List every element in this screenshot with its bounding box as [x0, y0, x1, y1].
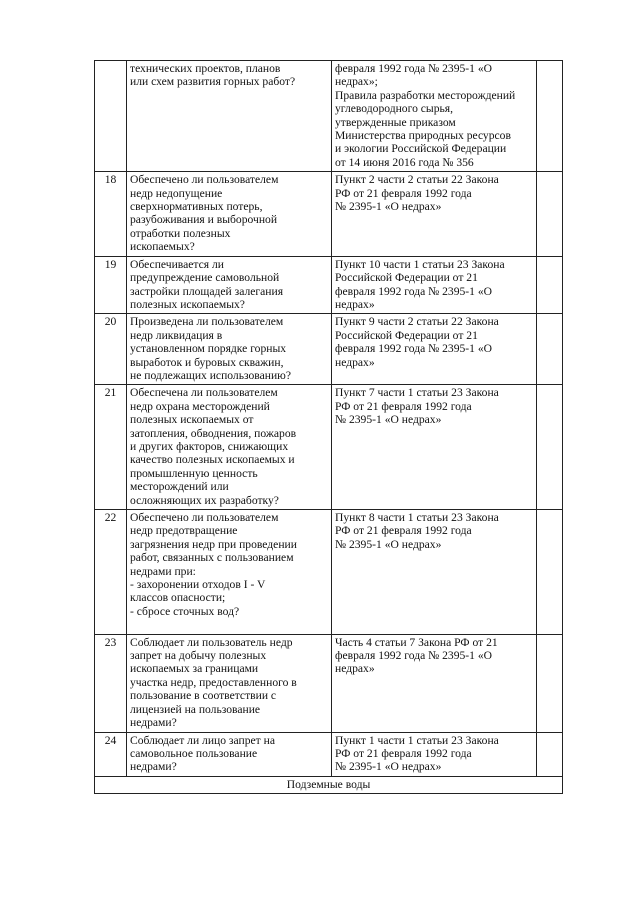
question-line: не подлежащих использованию?	[130, 368, 291, 382]
row-number	[95, 61, 127, 172]
question-line: Обеспечена ли пользователем	[130, 386, 278, 400]
question-line: отработки полезных	[130, 226, 231, 240]
question-line: классов опасности;	[130, 591, 226, 605]
section-title: Подземные воды	[95, 776, 563, 793]
question-line: полезных ископаемых?	[130, 297, 245, 311]
question-cell	[127, 172, 332, 256]
question-line: недрами при:	[130, 564, 196, 578]
question-line: участка недр, предоставленного в	[130, 675, 297, 689]
legal-basis-line: Пункт 2 части 2 статьи 22 Закона	[335, 173, 499, 187]
legal-basis-line: недрах»	[335, 355, 375, 369]
question-line: недрами?	[130, 716, 177, 730]
question-line: Соблюдает ли лицо запрет на	[130, 733, 275, 747]
legal-basis-cell	[332, 385, 537, 510]
question-line: Произведена ли пользователем	[130, 315, 284, 329]
legal-basis-line: Пункт 10 части 1 статьи 23 Закона	[335, 257, 505, 271]
question-line: недр ликвидация в	[130, 328, 223, 342]
legal-basis-cell	[332, 732, 537, 776]
question-line: самовольное пользование	[130, 746, 258, 760]
question-line: или схем развития горных работ?	[130, 75, 296, 89]
row-number: 18	[95, 172, 127, 256]
question-line: лицензией на пользование	[130, 702, 261, 716]
row-number: 24	[95, 732, 127, 776]
question-line: недр недопущение	[130, 186, 223, 200]
table-row	[95, 314, 563, 385]
question-cell	[127, 61, 332, 172]
legal-basis-line: Министерства природных ресурсов	[335, 129, 511, 143]
question-line: недр охрана месторождений	[130, 399, 270, 413]
question-line	[130, 618, 328, 631]
legal-basis-line: РФ от 21 февраля 1992 года	[335, 186, 472, 200]
row-number: 20	[95, 314, 127, 385]
table-row	[95, 732, 563, 776]
checklist-table	[94, 60, 563, 794]
empty-cell	[537, 732, 563, 776]
row-number: 22	[95, 510, 127, 635]
empty-cell	[537, 256, 563, 314]
legal-basis-line: февраля 1992 года № 2395-1 «О	[335, 649, 493, 663]
legal-basis-line: углеводородного сырья,	[335, 102, 454, 116]
empty-cell	[537, 314, 563, 385]
question-line: ископаемых?	[130, 240, 195, 254]
legal-basis-cell	[332, 510, 537, 635]
question-line: ископаемых за границами	[130, 662, 259, 676]
empty-cell	[537, 61, 563, 172]
legal-basis-cell	[332, 61, 537, 172]
question-cell	[127, 510, 332, 635]
legal-basis-line: утвержденные приказом	[335, 115, 456, 129]
question-line: недр предотвращение	[130, 524, 238, 538]
question-cell	[127, 314, 332, 385]
question-line: застройки площадей залегания	[130, 284, 284, 298]
question-cell	[127, 732, 332, 776]
legal-basis-cell	[332, 256, 537, 314]
legal-basis-line: № 2395-1 «О недрах»	[335, 537, 442, 551]
legal-basis-line: Правила разработки месторождений	[335, 88, 516, 102]
legal-basis-line: недрах»	[335, 297, 375, 311]
question-line: - сбросе сточных вод?	[130, 604, 240, 618]
question-line: загрязнения недр при проведении	[130, 537, 297, 551]
question-line: осложняющих их разработку?	[130, 493, 279, 507]
empty-cell	[537, 385, 563, 510]
question-line: затопления, обводнения, пожаров	[130, 426, 297, 440]
question-line: выработок и буровых скважин,	[130, 355, 284, 369]
legal-basis-line: РФ от 21 февраля 1992 года	[335, 524, 472, 538]
legal-basis-line: февраля 1992 года № 2395-1 «О	[335, 284, 493, 298]
legal-basis-line: Пункт 7 части 1 статьи 23 Закона	[335, 386, 499, 400]
section-row	[95, 776, 563, 793]
question-line: работ, связанных с пользованием	[130, 551, 294, 565]
question-cell	[127, 634, 332, 732]
question-line: Обеспечено ли пользователем	[130, 511, 279, 524]
legal-basis-line: Пункт 1 части 1 статьи 23 Закона	[335, 733, 499, 747]
legal-basis-line: февраля 1992 года № 2395-1 «О	[335, 62, 493, 75]
empty-cell	[537, 172, 563, 256]
question-line: - захоронении отходов I - V	[130, 578, 266, 592]
legal-basis-line: от 14 июня 2016 года № 356	[335, 155, 474, 169]
table-row	[95, 61, 563, 172]
question-line: месторождений или	[130, 480, 229, 494]
question-line: пользование в соответствии с	[130, 689, 277, 703]
legal-basis-line: недрах»	[335, 662, 375, 676]
legal-basis-cell	[332, 634, 537, 732]
table-row	[95, 256, 563, 314]
question-line: сверхнормативных потерь,	[130, 200, 263, 214]
legal-basis-line: февраля 1992 года № 2395-1 «О	[335, 342, 493, 356]
table-row	[95, 510, 563, 635]
question-line: и других факторов, снижающих	[130, 439, 289, 453]
legal-basis-line: Часть 4 статьи 7 Закона РФ от 21	[335, 635, 498, 649]
legal-basis-line: Российской Федерации от 21	[335, 328, 478, 342]
table-row	[95, 634, 563, 732]
question-line: недрами?	[130, 760, 177, 774]
question-line: разубоживания и выборочной	[130, 213, 278, 227]
legal-basis-line: № 2395-1 «О недрах»	[335, 760, 442, 774]
empty-cell	[537, 510, 563, 635]
question-line: Обеспечивается ли	[130, 257, 224, 271]
legal-basis-cell	[332, 314, 537, 385]
row-number: 19	[95, 256, 127, 314]
question-cell	[127, 385, 332, 510]
legal-basis-line: № 2395-1 «О недрах»	[335, 200, 442, 214]
table-row	[95, 172, 563, 256]
legal-basis-line: РФ от 21 февраля 1992 года	[335, 399, 472, 413]
question-line: запрет на добычу полезных	[130, 649, 267, 663]
question-line: Соблюдает ли пользователь недр	[130, 635, 293, 649]
legal-basis-line: Пункт 9 части 2 статьи 22 Закона	[335, 315, 499, 329]
question-line: промышленную ценность	[130, 466, 258, 480]
legal-basis-line: и экологии Российской Федерации	[335, 142, 507, 156]
question-line: качество полезных ископаемых и	[130, 453, 295, 467]
legal-basis-cell	[332, 172, 537, 256]
row-number: 23	[95, 634, 127, 732]
question-line: предупреждение самовольной	[130, 271, 280, 285]
legal-basis-line: № 2395-1 «О недрах»	[335, 413, 442, 427]
checklist-body	[95, 61, 563, 794]
question-line: Обеспечено ли пользователем	[130, 173, 279, 187]
question-line: установленном порядке горных	[130, 342, 287, 356]
legal-basis-line: РФ от 21 февраля 1992 года	[335, 746, 472, 760]
legal-basis-line: Российской Федерации от 21	[335, 271, 478, 285]
legal-basis-line: Пункт 8 части 1 статьи 23 Закона	[335, 511, 499, 524]
question-line: полезных ископаемых от	[130, 413, 254, 427]
empty-cell	[537, 634, 563, 732]
question-cell	[127, 256, 332, 314]
legal-basis-line: недрах»;	[335, 75, 378, 89]
table-row	[95, 385, 563, 510]
question-line: технических проектов, планов	[130, 62, 281, 75]
row-number: 21	[95, 385, 127, 510]
